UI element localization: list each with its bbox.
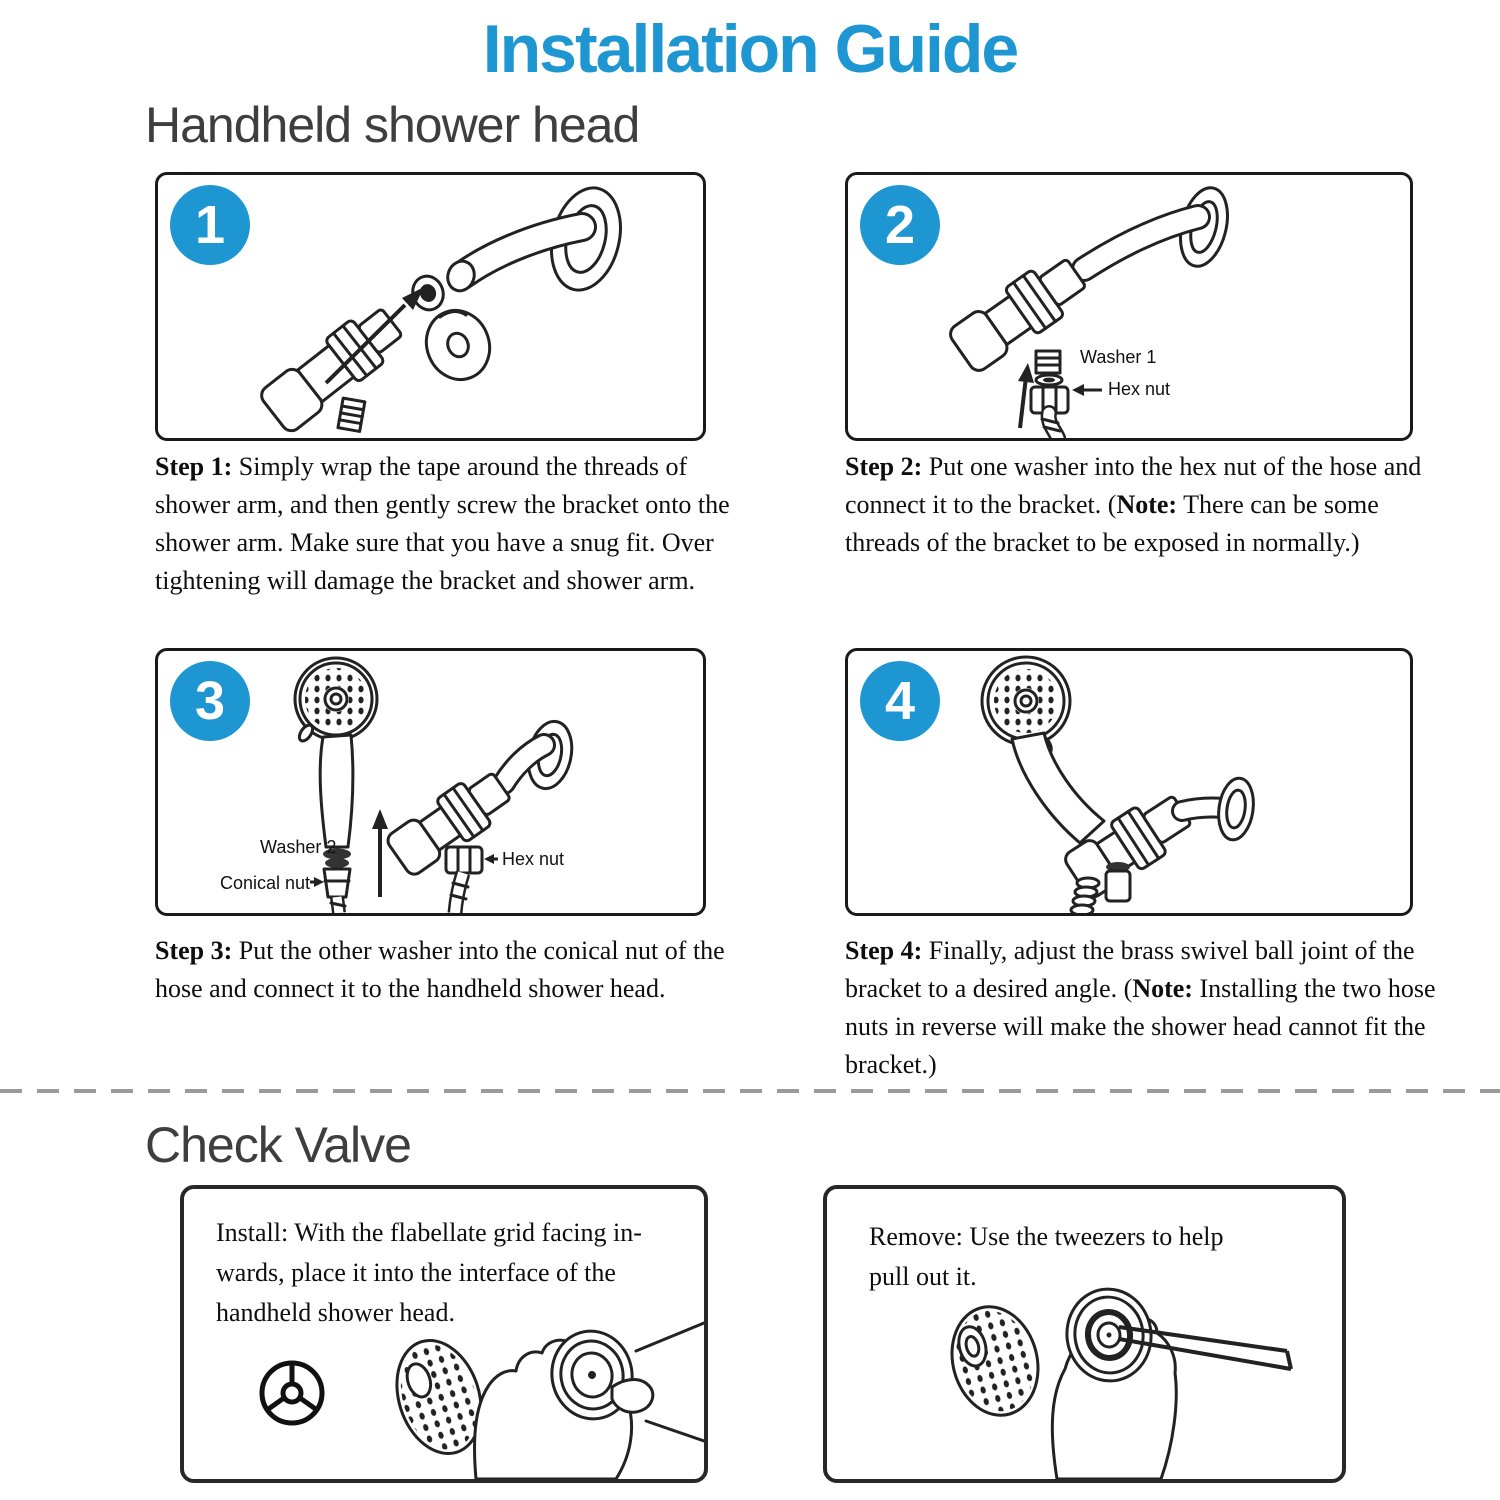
washer2-label: Washer 2 [260,837,337,857]
section-divider [0,1089,1500,1093]
step2-number-badge: 2 [860,185,940,265]
step4-text: Step 4: Finally, adjust the brass swivel ball joint of the bracket to a desired angle. (Note: Installing the two hose nuts in reverse will make the shower head cannot fit the bracket.) [845,936,1436,1079]
step1-label: Step 1: [155,452,233,481]
section-heading-checkvalve: Check Valve [145,1117,411,1173]
step4-number-badge: 4 [860,661,940,741]
step1-number-badge: 1 [170,185,250,265]
step3-number-badge: 3 [170,661,250,741]
step1-text: Step 1: Simply wrap the tape around the threads of shower arm, and then gently screw the bracket onto the shower arm. Make sure that you have a snug fit. Over tightening will damage the bracket and shower arm. [155,452,730,595]
step4-panel [845,648,1413,916]
section-heading-handheld: Handheld shower head [145,97,640,153]
step3-panel [155,648,706,916]
checkvalve-remove-box [823,1185,1346,1483]
step2-label: Step 2: [845,452,923,481]
hexnut-label: Hex nut [1108,379,1171,399]
checkvalve-install-text: Install: With the flabellate grid facing in- wards, place it into the interface of the handheld shower head. [216,1218,642,1327]
step2-panel [845,172,1413,441]
washer1-label: Washer 1 [1080,347,1157,367]
step1-panel [155,172,706,441]
step3-text: Step 3: Put the other washer into the conical nut of the hose and connect it to the handheld shower head. [155,936,725,1003]
step3-label: Step 3: [155,936,233,965]
conical-nut-label: Conical nut [220,873,311,893]
step4-label: Step 4: [845,936,923,965]
step2-text: Step 2: Put one washer into the hex nut of the hose and connect it to the bracket. (Note: There can be some threads of the bracket to be exposed in normally.) [845,452,1422,557]
checkvalve-install-box [180,1185,708,1483]
check-valve-icon [262,1363,322,1423]
page-title: Installation Guide [482,11,1018,87]
checkvalve-remove-text: Remove: Use the tweezers to help pull out it. [869,1222,1224,1291]
hexnut-label: Hex nut [502,849,565,869]
